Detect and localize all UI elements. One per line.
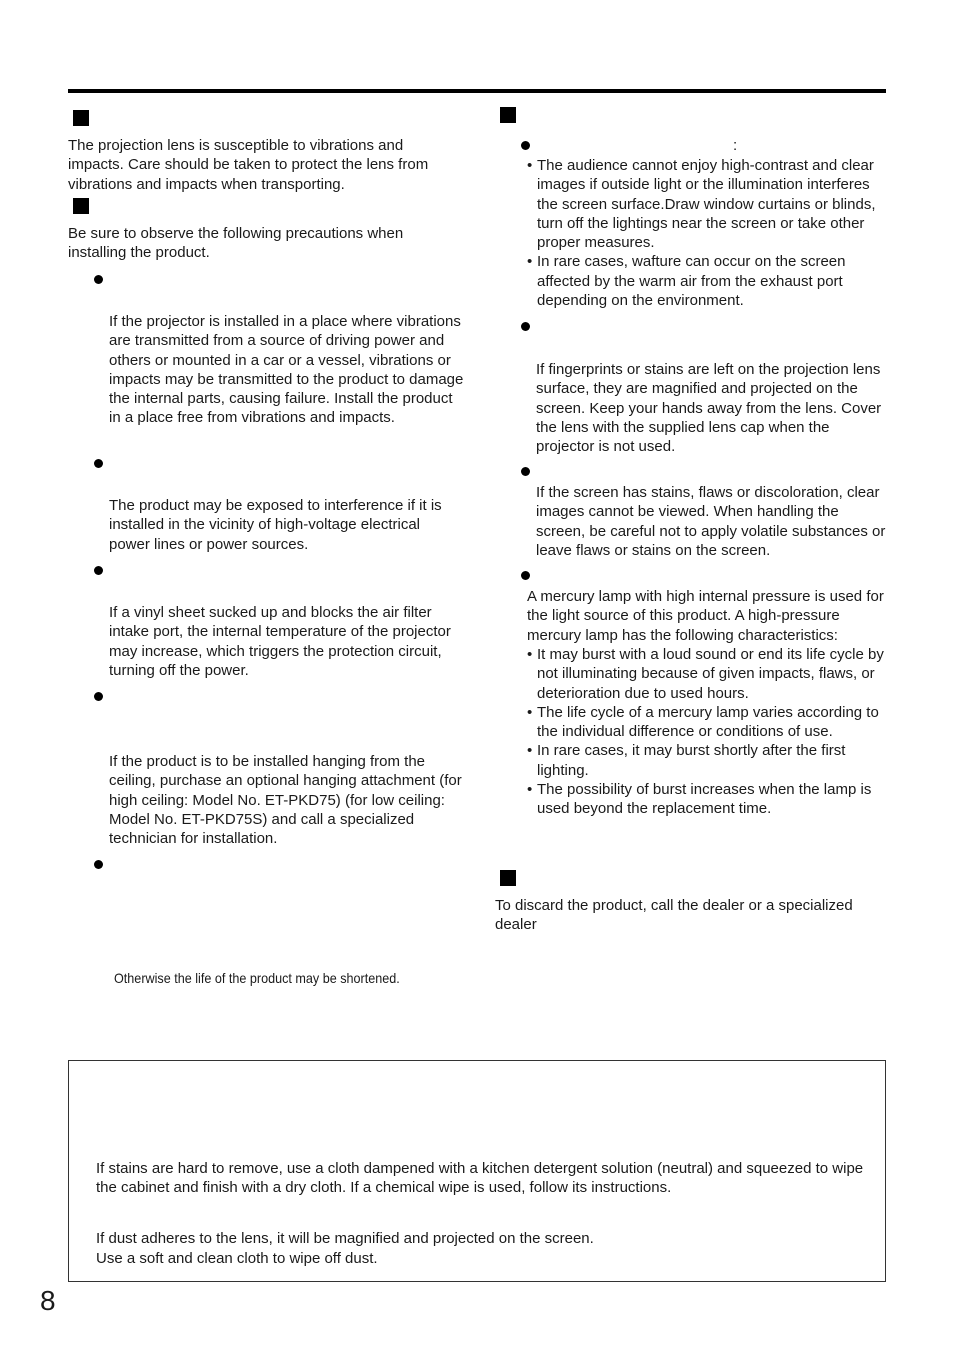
vinyl-paragraph: If a vinyl sheet sucked up and blocks the air filter intake port, the internal temperature of the projector may increase, which triggers the protection circuit, turning off the power. (109, 604, 451, 679)
lens-care-line-1: If dust adheres to the lens, it will be magnified and projected on the screen. (96, 1230, 594, 1247)
list-item: • It may burst with a loud sound or end its life cycle by not illuminating because of given impacts, flaws, or deterioration due to used hours. (527, 645, 889, 703)
section-marker-disposal (500, 870, 516, 886)
vibration-paragraph: If the projector is installed in a place where vibrations are transmitted from a source of driving power and others or mounted in a car or a vessel, vibrations or impacts may be transmitted to the product to damage the internal parts, causing failure. Install the product in a place free from vibrations and impacts. (109, 313, 464, 427)
cabinet-care-paragraph: If stains are hard to remove, use a cloth dampened with a kitchen detergent solution (neutral) and squeezed to wipe the cabinet and finish with a dry cloth. If a chemical wipe is used, follow its instructions. (96, 1160, 864, 1197)
page-number: 8 (40, 1285, 56, 1316)
discard-paragraph: To discard the product, call the dealer or a specialized dealer (495, 897, 853, 934)
installation-intro: Be sure to observe the following precautions when installing the product. (68, 225, 404, 262)
section-marker-lens (73, 110, 89, 126)
screen-paragraph: If the screen has stains, flaws or discoloration, clear images cannot be viewed. When handling the screen, be careful not to apply volatile substances or leave flaws or stains on the screen. (536, 484, 886, 559)
bullet-dot-vinyl (94, 566, 103, 575)
bullet-dot-light (521, 141, 530, 150)
lamp-bullet-list (527, 645, 889, 819)
bullet-dot-ceiling (94, 692, 103, 701)
bullet-dot-lamp (521, 571, 530, 580)
heading-colon: : (733, 137, 738, 154)
bullet-dot-vibration (94, 275, 103, 284)
list-item: • The possibility of burst increases when the lamp is used beyond the replacement time. (527, 780, 889, 819)
lens-care-line-2: Use a soft and clean cloth to wipe off dust. (96, 1250, 378, 1267)
light-bullet-list (527, 156, 889, 310)
list-item: • The life cycle of a mercury lamp varies according to the individual difference or conditions of use. (527, 703, 889, 742)
bullet-dot-lifetime (94, 860, 103, 869)
fingerprint-paragraph: If fingerprints or stains are left on the projection lens surface, they are magnified and projected on the screen. Keep your hands away from the lens. Cover the lens with the supplied lens cap when the projector is not used. (536, 361, 882, 456)
lifetime-note: Otherwise the life of the product may be shortened. (114, 970, 400, 986)
section-marker-image-quality (500, 107, 516, 123)
bullet-dot-screen (521, 467, 530, 476)
ceiling-paragraph: If the product is to be installed hanging from the ceiling, purchase an optional hanging attachment (for high ceiling: Model No. ET-PKD75) (for low ceiling: Model No. ET-PKD75S) and call a specialized technician for installation. (109, 753, 462, 848)
section-marker-installation (73, 198, 89, 214)
bullet-dot-fingerprint (521, 322, 530, 331)
top-rule (68, 89, 886, 93)
power-lines-paragraph: The product may be exposed to interference if it is installed in the vicinity of high-voltage electrical power lines or power sources. (109, 497, 442, 553)
list-item: • In rare cases, it may burst shortly after the first lighting. (527, 741, 889, 780)
lamp-intro: A mercury lamp with high internal pressure is used for the light source of this product. A high-pressure mercury lamp has the following characteristics: (527, 588, 884, 644)
lens-paragraph: The projection lens is susceptible to vibrations and impacts. Care should be taken to protect the lens from vibrations and impacts when transporting. (68, 137, 429, 193)
list-item: • The audience cannot enjoy high-contrast and clear images if outside light or the illumination interferes the screen surface.Draw window curtains or blinds, turn off the lightings near the screen or take other proper measures. (527, 156, 889, 252)
bullet-dot-power-lines (94, 459, 103, 468)
list-item: • In rare cases, wafture can occur on the screen affected by the warm air from the exhaust port depending on the environment. (527, 252, 889, 310)
